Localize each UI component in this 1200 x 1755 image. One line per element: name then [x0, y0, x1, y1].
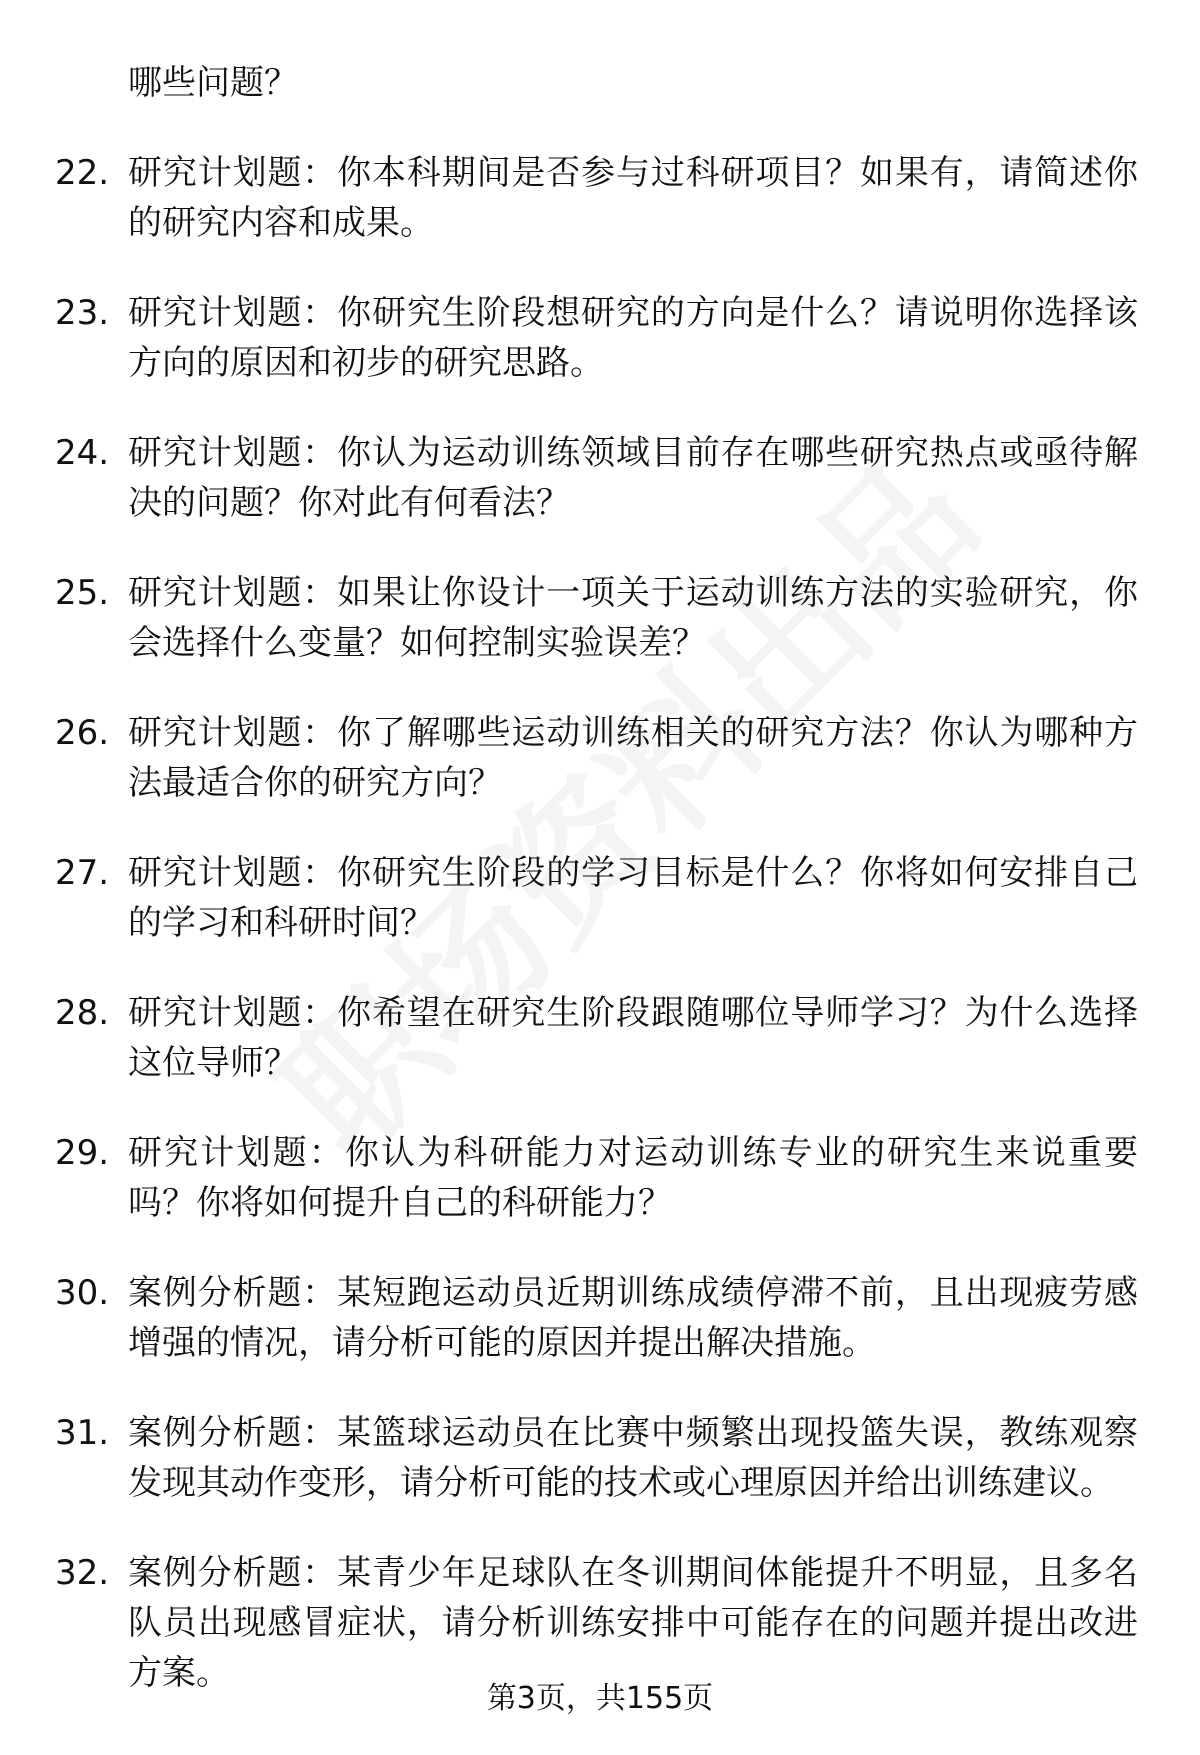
question-number: 32.: [55, 1553, 110, 1593]
question-number: 24.: [55, 433, 110, 473]
question-number: 31.: [55, 1413, 110, 1453]
question-number: 23.: [55, 293, 110, 333]
question-number: 22.: [55, 153, 110, 193]
question-item: [0, 708, 1200, 808]
question-text: 案例分析题：某青少年足球队在冬训期间体能提升不明显，且多名队员出现感冒症状，请分析训练安排中可能存在的问题并提出改进方案。: [128, 1553, 1138, 1693]
question-item: [0, 428, 1200, 528]
question-item: [0, 568, 1200, 668]
question-text: 研究计划题：你研究生阶段想研究的方向是什么？请说明你选择该方向的原因和初步的研究思路。: [128, 293, 1138, 383]
question-number: 30.: [55, 1273, 110, 1313]
question-text: 研究计划题：如果让你设计一项关于运动训练方法的实验研究，你会选择什么变量？如何控制实验误差？: [128, 573, 1138, 663]
question-number: 29.: [55, 1133, 110, 1173]
question-item: [0, 1548, 1200, 1698]
question-item: [0, 1128, 1200, 1228]
question-text: 研究计划题：你研究生阶段的学习目标是什么？你将如何安排自己的学习和科研时间？: [128, 853, 1138, 943]
question-item: [0, 288, 1200, 388]
question-text: 研究计划题：你认为科研能力对运动训练专业的研究生来说重要吗？你将如何提升自己的科研能力？: [128, 1133, 1138, 1223]
question-number: 28.: [55, 993, 110, 1033]
question-number: 26.: [55, 713, 110, 753]
question-text: 案例分析题：某短跑运动员近期训练成绩停滞不前，且出现疲劳感增强的情况，请分析可能的原因并提出解决措施。: [128, 1273, 1138, 1363]
question-number: 27.: [55, 853, 110, 893]
question-item: [0, 988, 1200, 1088]
question-list: [0, 58, 1200, 1738]
question-item: [0, 1408, 1200, 1508]
question-item: [0, 1268, 1200, 1368]
question-text: 研究计划题：你希望在研究生阶段跟随哪位导师学习？为什么选择这位导师？: [128, 993, 1138, 1083]
question-item: [0, 148, 1200, 248]
question-text: 研究计划题：你了解哪些运动训练相关的研究方法？你认为哪种方法最适合你的研究方向？: [128, 713, 1138, 803]
page-footer: 第3页，共155页: [486, 1681, 714, 1716]
question-number: 25.: [55, 573, 110, 613]
question-text: 案例分析题：某篮球运动员在比赛中频繁出现投篮失误，教练观察发现其动作变形，请分析可能的技术或心理原因并给出训练建议。: [128, 1413, 1138, 1503]
question-text: 研究计划题：你本科期间是否参与过科研项目？如果有，请简述你的研究内容和成果。: [128, 153, 1138, 243]
continued-text: 哪些问题？: [128, 63, 298, 103]
question-item: [0, 848, 1200, 948]
question-text: 研究计划题：你认为运动训练领域目前存在哪些研究热点或亟待解决的问题？你对此有何看法？: [128, 433, 1138, 523]
